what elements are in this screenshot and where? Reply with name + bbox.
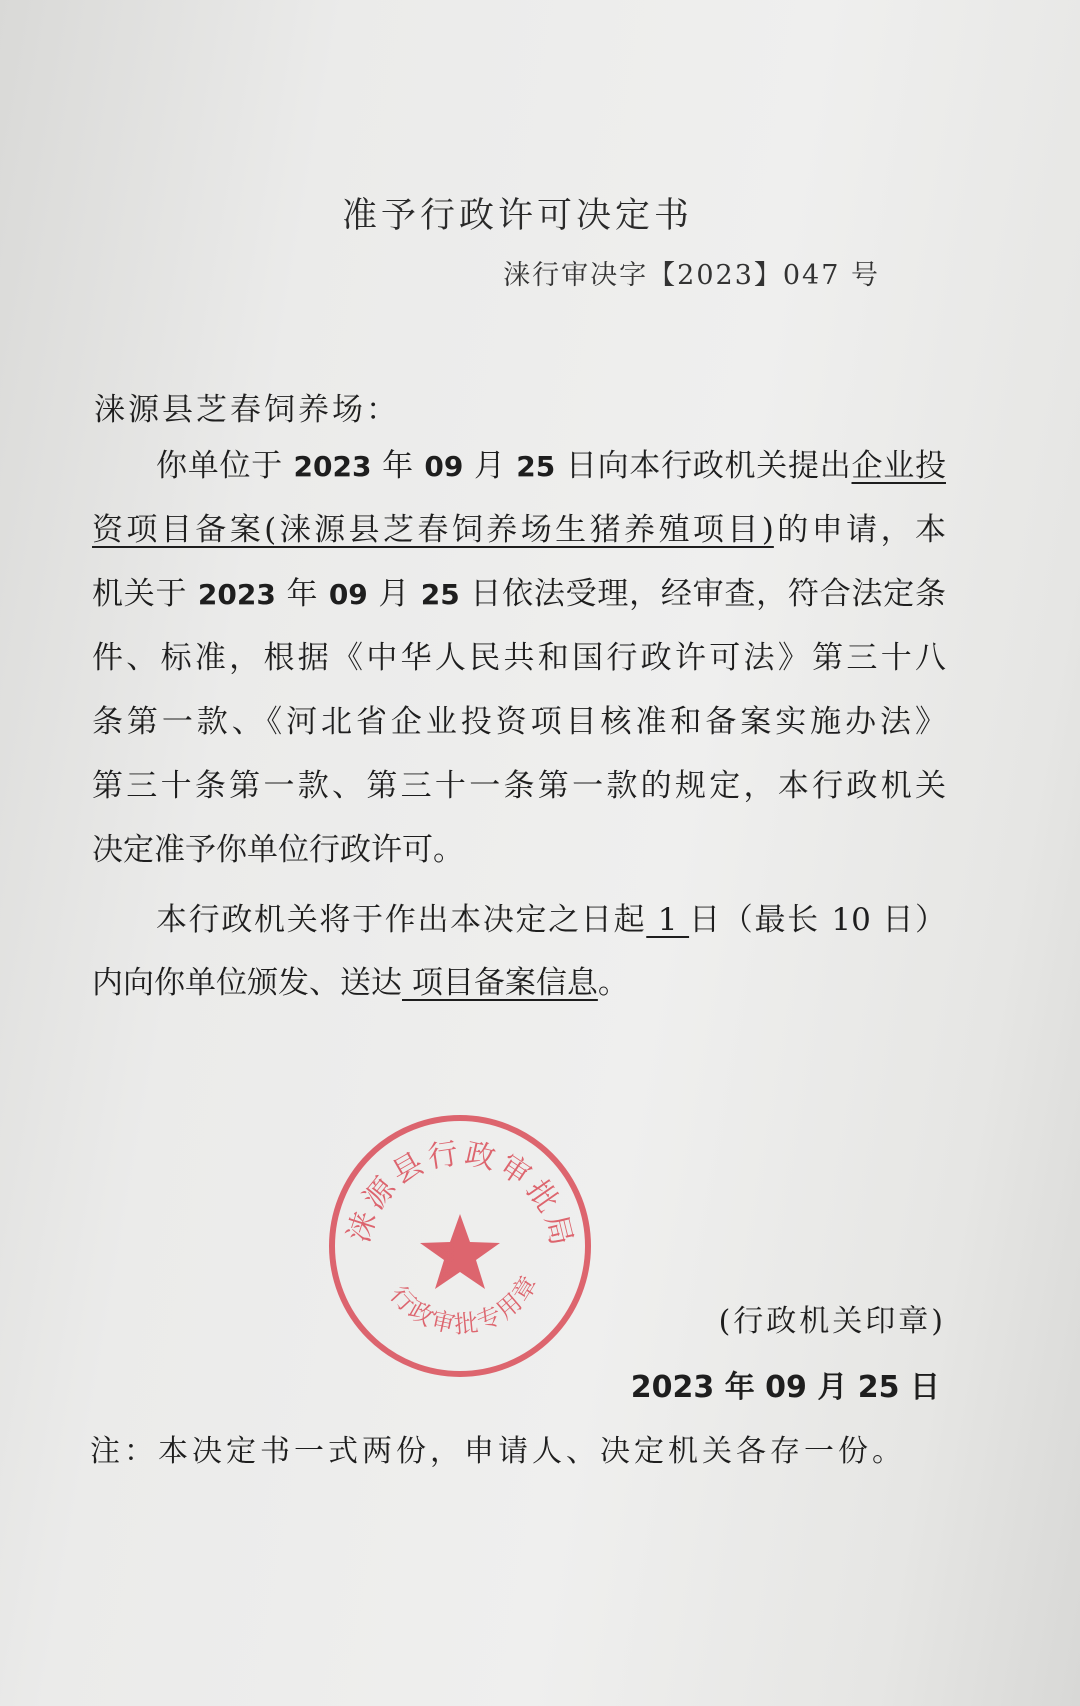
underlined-text: 企业投 bbox=[851, 448, 946, 484]
official-seal bbox=[320, 1106, 600, 1386]
note: 注：本决定书一式两份，申请人、决定机关各存一份。 bbox=[90, 1434, 906, 1469]
text-segment: 年 bbox=[371, 448, 425, 484]
text-segment: 的申请，本 bbox=[773, 512, 947, 548]
text-line bbox=[92, 638, 946, 678]
text-segment: 月 bbox=[463, 448, 517, 484]
text-line bbox=[92, 900, 946, 940]
underlined-text: 项目备案信息 bbox=[402, 965, 598, 1001]
decision-date: 2023 年 09 月 25 日 bbox=[630, 1370, 940, 1405]
text-line bbox=[92, 963, 946, 1003]
svg-text:行政审批专用章: 行政审批专用章 bbox=[384, 1269, 545, 1340]
text-line bbox=[92, 830, 946, 870]
text-segment: 年 bbox=[275, 576, 329, 612]
text-segment: 。 bbox=[597, 965, 629, 1001]
text-line bbox=[92, 574, 946, 614]
text-segment: 件、标准，根据《中华人民共和国行政许可法》第三十八 bbox=[92, 640, 946, 676]
svg-text:涞源县行政审批局: 涞源县行政审批局 bbox=[341, 1135, 580, 1253]
text-segment: 09 bbox=[328, 578, 368, 611]
text-segment: 09 bbox=[424, 450, 464, 483]
text-segment: 日向本行政机关提出 bbox=[555, 448, 852, 484]
text-segment: 第三十条第一款、第三十一条第一款的规定，本行政机关 bbox=[92, 768, 946, 804]
text-segment: 月 bbox=[367, 576, 421, 612]
text-segment: 日依法受理，经审查，符合法定条 bbox=[459, 576, 946, 612]
star-icon bbox=[420, 1214, 500, 1289]
text-segment: 2023 bbox=[293, 450, 372, 483]
text-segment: 2023 bbox=[197, 578, 276, 611]
text-line bbox=[92, 510, 946, 550]
underlined-text: 资项目备案(涞源县芝春饲养场生猪养殖项目) bbox=[92, 512, 774, 548]
text-segment: 25 bbox=[420, 578, 460, 611]
text-segment: 机关于 bbox=[92, 576, 198, 612]
document-title: 准予行政许可决定书 bbox=[341, 196, 693, 236]
text-segment: 条第一款、《河北省企业投资项目核准和备案实施办法》 bbox=[92, 704, 946, 740]
text-segment: 内向你单位颁发、送达 bbox=[92, 965, 402, 1001]
addressee: 涞源县芝春饲养场： bbox=[94, 392, 400, 428]
underlined-text: 1 bbox=[646, 902, 690, 938]
text-segment: 决定准予你单位行政许可。 bbox=[92, 832, 464, 868]
text-line bbox=[92, 702, 946, 742]
document-number: 涞行审决字【2023】047 号 bbox=[503, 260, 880, 291]
text-line bbox=[92, 766, 946, 806]
text-segment: 25 bbox=[516, 450, 556, 483]
text-line bbox=[92, 446, 946, 486]
text-segment: 你单位于 bbox=[156, 448, 294, 484]
text-segment: 本行政机关将于作出本决定之日起 bbox=[156, 902, 647, 938]
seal-label: (行政机关印章) bbox=[718, 1304, 946, 1339]
text-segment: 日（最长 10 日） bbox=[689, 902, 947, 938]
